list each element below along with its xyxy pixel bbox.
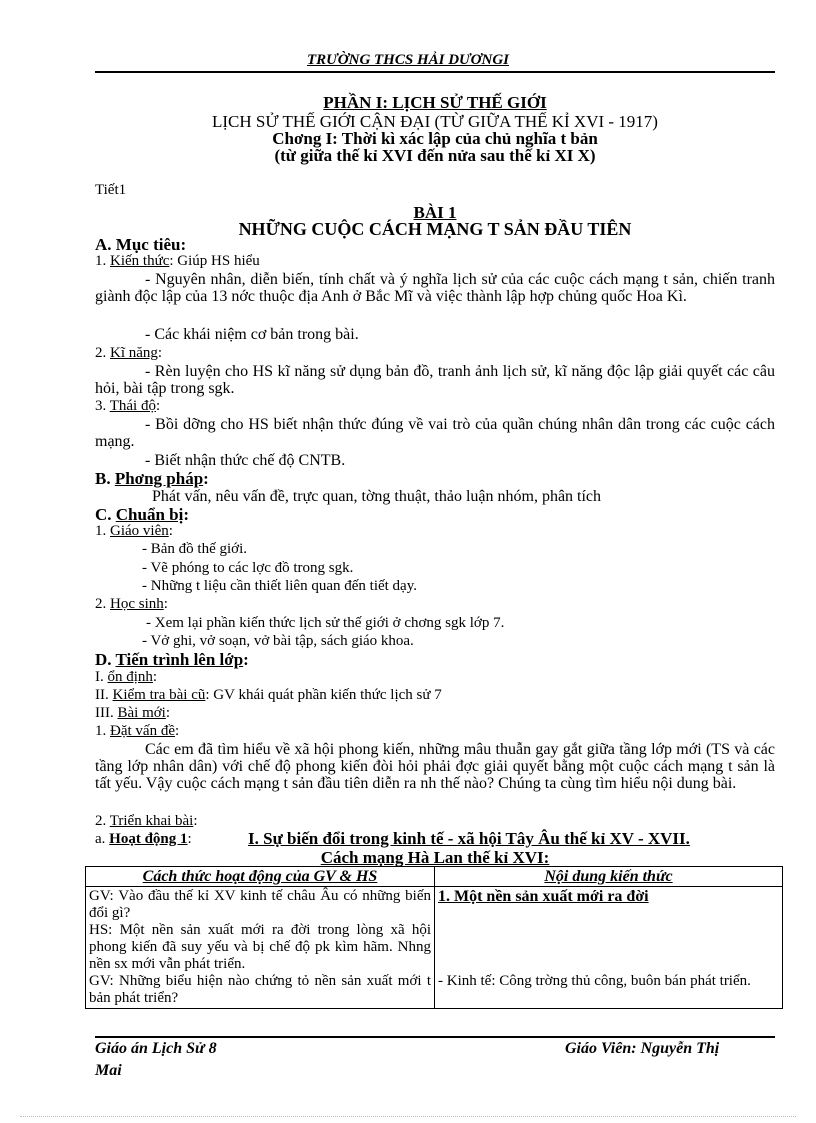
step-iii: III. Bài mới: (95, 705, 171, 721)
attitude-line: 3. Thái độ: (95, 398, 161, 414)
step-i: I. ổn định: (95, 669, 158, 685)
knowledge-para-2: - Các khái niệm cơ bản trong bài. (145, 326, 359, 343)
knowledge-label: Kiến thức (110, 253, 170, 269)
skills-line: 2. Kĩ năng: (95, 345, 163, 361)
teacher-item: - Bản đồ thế giới. (142, 541, 247, 557)
table-row (86, 887, 783, 1009)
section-b-heading: B. Phơng pháp: (95, 469, 209, 488)
method-content: Phát vấn, nêu vấn đề, trực quan, tờng thuật, thảo luận nhóm, phân tích (152, 488, 602, 505)
footer-left-2: Mai (95, 1062, 122, 1079)
page-bottom-border (20, 1116, 796, 1117)
section-a-heading: A. Mục tiêu: (95, 235, 187, 254)
section-d-heading: D. Tiến trình lên lớp: (95, 650, 249, 669)
footer-right: Giáo Viên: Nguyễn Thị (565, 1040, 720, 1057)
student-item: - Vở ghi, vở soạn, vở bài tập, sách giáo khoa. (142, 633, 414, 649)
chapter-subtitle: (từ giữa thế kỉ XVI đến nửa sau thế kỉ XI X) (274, 146, 596, 165)
step-1: 1. Đặt vấn đề: (95, 723, 180, 739)
skills-para: - Rèn luyện cho HS kĩ năng sử dụng bản đồ, tranh ảnh lịch sử, kĩ năng độc lập giải quyết các câu hỏi, bài tập trong sgk. (95, 363, 775, 397)
skills-label: Kĩ năng (110, 345, 158, 361)
content-heading: 1. Một nền sản xuất mới ra đời (438, 888, 649, 905)
table-header-row (86, 867, 783, 887)
step-ii: II. Kiểm tra bài cũ: GV khái quát phần kiến thức lịch sử 7 (95, 687, 442, 703)
lesson-table (85, 866, 783, 1009)
footer-left: Giáo án Lịch Sử 8 (95, 1040, 217, 1057)
lesson-title: NHỮNG CUỘC CÁCH MẠNG T SẢN ĐẦU TIÊN (238, 219, 632, 239)
knowledge-para-1: - Nguyên nhân, diễn biến, tính chất và ý nghĩa lịch sử của các cuộc cách mạng t sản, chiến tranh giành độc lập của 13 nớc thuộc địa Anh ở Bắc Mĩ và việc thành lập hợp chủng quốc Hoa Kì. (95, 271, 775, 305)
teacher-item: - Vẽ phóng to các lợc đồ trong sgk. (142, 560, 354, 576)
period-title: LỊCH SỬ THẾ GIỚI CẬN ĐẠI (TỪ GIỮA THẾ KỈ XVI - 1917) (212, 112, 658, 131)
table-cell-content (435, 887, 783, 1009)
chapter-title: Chơng I: Thời kì xác lập của chủ nghĩa t bản (272, 129, 598, 148)
teacher-item: - Những t liệu cần thiết liên quan đến tiết dạy. (142, 578, 417, 594)
footer-rule (95, 1036, 775, 1038)
step-2: 2. Triển khai bài: (95, 813, 198, 829)
activity-label: a. Hoạt động 1: (95, 831, 192, 847)
activity-title-1: I. Sự biến đổi trong kinh tế - xã hội Tây Âu thế kỉ XV - XVII. (248, 829, 690, 848)
attitude-label: Thái độ (109, 398, 156, 414)
student-item: - Xem lại phần kiến thức lịch sử thế giới ở chơng sgk lớp 7. (146, 615, 505, 631)
attitude-para-2: - Biết nhận thức chế độ CNTB. (145, 452, 346, 469)
lesson-number: BÀI 1 (413, 203, 457, 222)
period-label: Tiết1 (95, 182, 127, 198)
table-header-activities: Cách thức hoạt động của GV & HS (86, 867, 435, 887)
content-text: - Kinh tế: Công trờng thủ công, buôn bán phát triển. (438, 973, 751, 989)
attitude-para-1: - Bồi dỡng cho HS biết nhận thức đúng về vai trò của quần chúng nhân dân trong các cuộc cách mạng. (95, 416, 775, 450)
knowledge-line: 1. Kiến thức: Giúp HS hiểu (95, 253, 260, 269)
student-line: 2. Học sinh: (95, 596, 168, 612)
section-c-heading: C. Chuẩn bị: (95, 505, 190, 524)
header-rule (95, 71, 775, 73)
table-line: GV: Những biểu hiện nào chứng tỏ nền sản xuất mới t bản phát triển? (89, 973, 431, 1006)
table-cell-activities (86, 887, 435, 1009)
table-line: GV: Vào đầu thế kỉ XV kinh tế châu Âu có những biến đổi gì? (89, 888, 431, 921)
part-title: PHẦN I: LỊCH SỬ THẾ GIỚI (323, 93, 547, 112)
table-line: HS: Một nền sản xuất mới ra đời trong lòng xã hội phong kiến đã suy yếu và bị chế độ pk kìm hãm. Nhng nền sx mới vẫn phát triển. (89, 922, 431, 972)
knowledge-rest: : Giúp HS hiểu (169, 253, 260, 269)
table-header-content: Nội dung kiến thức (435, 867, 783, 887)
intro-para: Các em đã tìm hiểu về xã hội phong kiến, những mâu thuẫn gay gắt giữa tầng lớp mới (TS và các tầng lớp nhân dân) với chế độ phong kiến đòi hỏi phải đợc giải quyết bằng một cuộc cách mạng t sản là tất yếu. Vậy cuộc cách mạng t sản đầu tiên diễn ra nh thế nào? Chúng ta cùng tìm hiểu nội dung bài. (95, 741, 775, 792)
school-header: TRƯỜNG THCS HẢI DƯƠNGI (306, 52, 510, 68)
teacher-line: 1. Giáo viên: (95, 523, 173, 539)
activity-title-2: Cách mạng Hà Lan thế kỉ XVI: (320, 848, 550, 867)
